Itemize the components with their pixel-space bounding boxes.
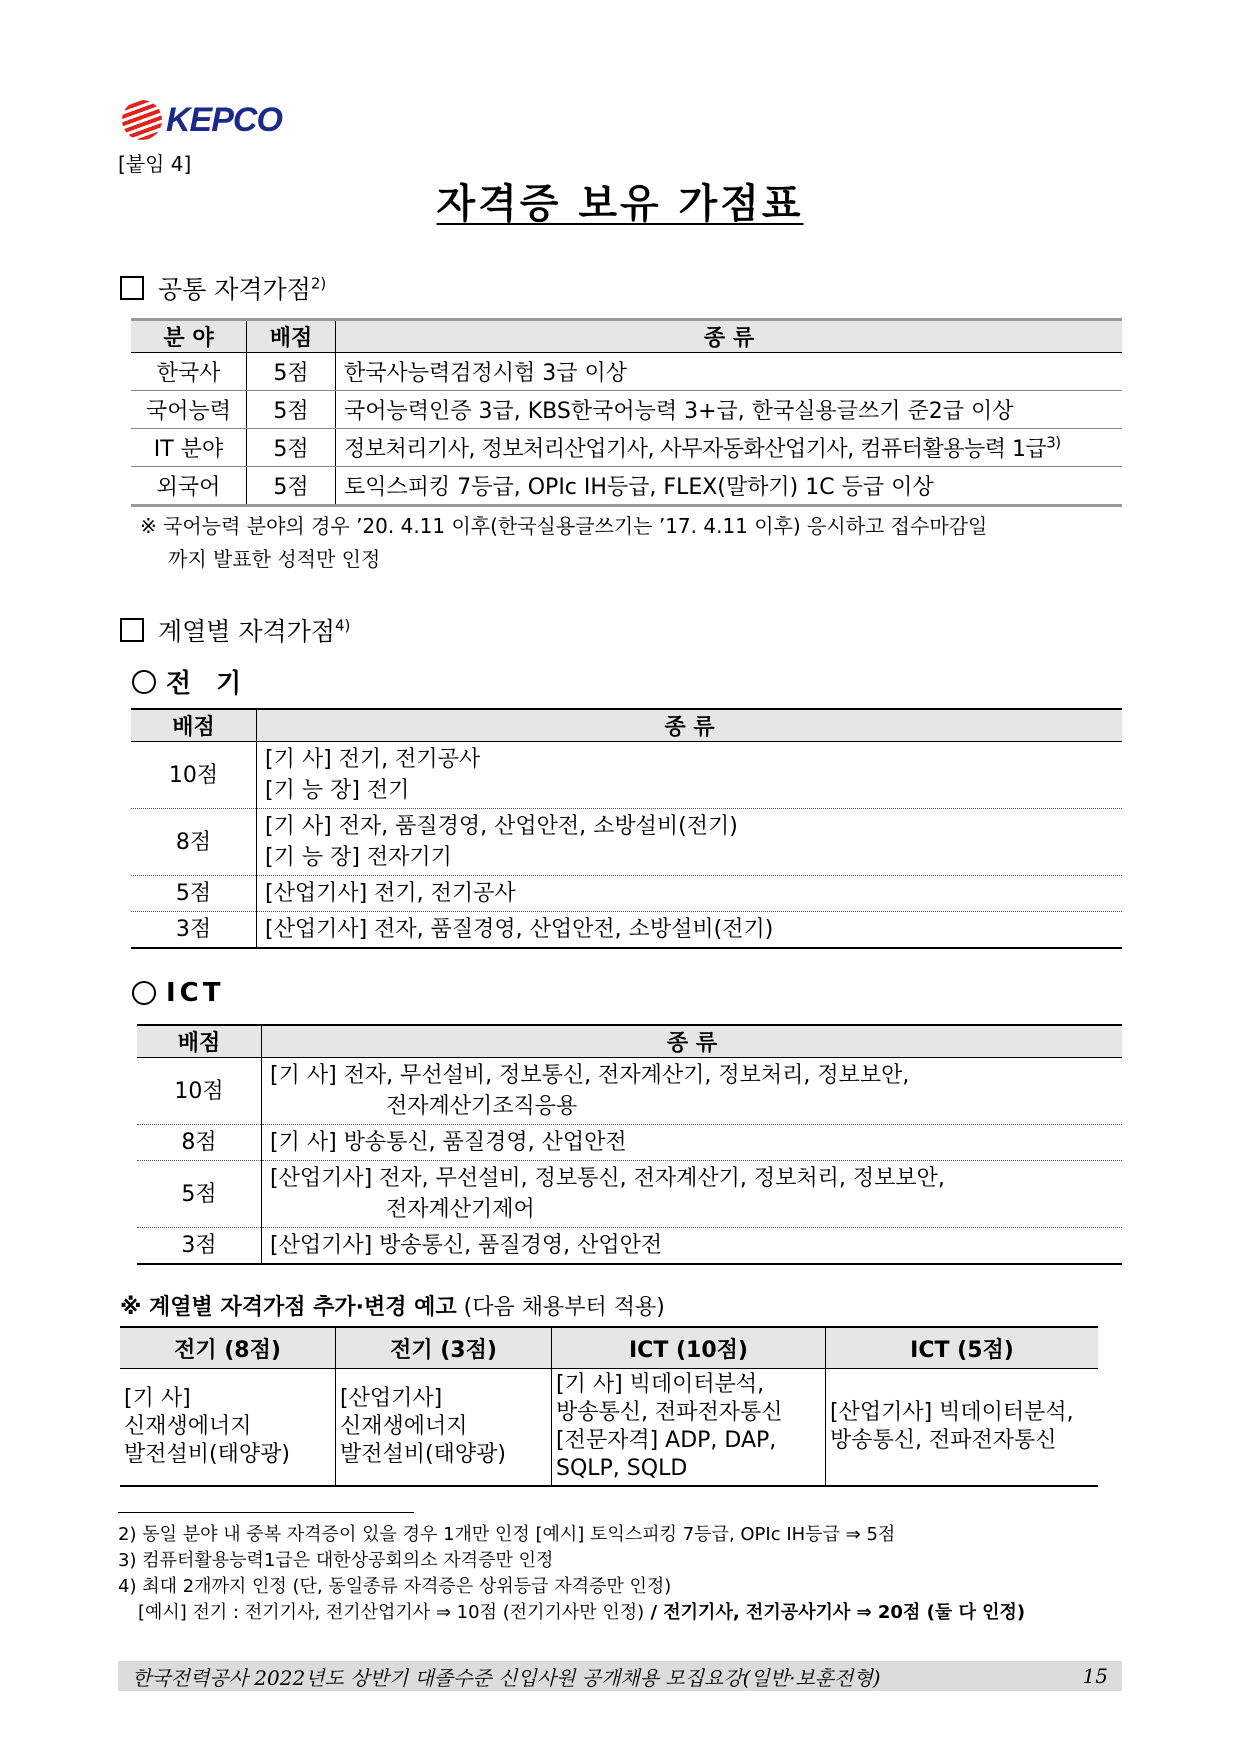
table-row: 5점 [산업기사] 전자, 무선설비, 정보통신, 전자계산기, 정보처리, 정보보안, 전자계산기제어 [137,1161,1122,1228]
table-row: 8점 [기 사] 방송통신, 품질경영, 산업안전 [137,1125,1122,1161]
logo-text: KEPCO [166,100,282,139]
page-number: 15 [1082,1664,1108,1688]
table-row: 10점 [기 사] 전기, 전기공사 [기 능 장] 전기 [131,742,1122,809]
series-section-heading: 계열별 자격가점$^{4)}$ [120,612,350,648]
attachment-label: [붙임 4] [118,152,192,176]
kepco-logo [122,100,282,140]
table-row: 외국어 5점 토익스피킹 7등급, OPIc IH등급, FLEX(말하기) 1C 등급 이상 [131,467,1122,506]
table-row: 10점 [기 사] 전자, 무선설비, 정보통신, 전자계산기, 정보처리, 정보보안, 전자계산기조직응용 [137,1058,1122,1125]
header-field: 분 야 [131,320,247,353]
page-title: 자격증 보유 가점표 [436,181,804,227]
logo-emblem-icon [122,100,162,140]
table-row: 5점 [산업기사] 전기, 전기공사 [131,876,1122,912]
table-row: 3점 [산업기사] 전자, 품질경영, 산업안전, 소방설비(전기) [131,912,1122,949]
table-row: 3점 [산업기사] 방송통신, 품질경영, 산업안전 [137,1228,1122,1265]
electric-subheading: 전 기 [132,663,249,700]
table-row: IT 분야 5점 정보처리기사, 정보처리산업기사, 사무자동화산업기사, 컴퓨터활용능력 1급$^{3)}$ [131,429,1122,467]
ict-subheading: ICT [132,978,225,1008]
page-footer: 한국전력공사 2022년도 상반기 대졸수준 신입사원 공개채용 모집요강(일반·보훈전형) 15 [118,1661,1122,1691]
common-note: ※ 국어능력 분야의 경우 ’20. 4.11 이후(한국실용글쓰기는 ’17. 4.11 이후) 응시하고 접수마감일 까지 발표한 성적만 인정 [140,514,988,571]
footnote-divider [118,1512,414,1513]
ict-table: 배점 종 류 10점 [기 사] 전자, 무선설비, 정보통신, 전자계산기, 정보처리, 정보보안, 전자계산기조직응용 8점 [기 사] 방송통신, 품질경영, 산업안전 5점 [산업기사] 전자, 무선설비, 정보통신, 전자계산기, 정보처리, 정보보안, 전자계산기제어 3점 [산업기사] 방송통신, 품질경영, 산업안전 [137,1024,1122,1265]
table-row: 한국사 5점 한국사능력검정시험 3급 이상 [131,353,1122,391]
common-section-heading: 공통 자격가점$^{2)}$ [120,270,326,306]
footnotes: 2) 동일 분야 내 중복 자격증이 있을 경우 1개만 인정 [예시] 토익스피킹 7등급, OPIc IH등급 ⇒ 5점 3) 컴퓨터활용능력1급은 대한상공회의소 자격증만 인정 4) 최대 2개까지 인정 (단, 동일종류 자격증은 상위등급 자격증만 인정) [예시] 전기 : 전기기사, 전기산업기사 ⇒ 10점 (전기기사만 인정) / 전기기사, 전기공사기사 ⇒ 20점 (둘 다 인정) [118,1524,1026,1623]
checkbox-square-icon [120,276,144,300]
notice-table: 전기 (8점) 전기 (3점) ICT (10점) ICT (5점) [기 사] 신재생에너지 발전설비(태양광) [산업기사] 신재생에너지 발전설비(태양광) [기 사] 빅데이터분석, 방송통신, 전파전자통신 [전문자격] ADP, DAP, SQLP, SQLD [산업기사] 빅데이터분석, 방송통신, 전파전자통신 [120,1326,1098,1487]
header-score: 배점 [247,320,336,353]
circle-bullet-icon [132,670,156,694]
circle-bullet-icon [132,981,156,1005]
notice-heading: ※ 계열별 자격가점 추가·변경 예고 (다음 채용부터 적용) [120,1295,665,1320]
table-row: 8점 [기 사] 전자, 품질경영, 산업안전, 소방설비(전기) [기 능 장] 전자기기 [131,809,1122,876]
checkbox-square-icon [120,618,144,642]
common-table [131,318,1122,507]
table-row: [기 사] 신재생에너지 발전설비(태양광) [산업기사] 신재생에너지 발전설비(태양광) [기 사] 빅데이터분석, 방송통신, 전파전자통신 [전문자격] ADP, DAP, SQLP, SQLD [산업기사] 빅데이터분석, 방송통신, 전파전자통신 [120,1369,1098,1487]
table-row: 국어능력 5점 국어능력인증 3급, KBS한국어능력 3+급, 한국실용글쓰기 준2급 이상 [131,391,1122,429]
header-types: 종 류 [336,320,1123,353]
electric-table: 배점 종 류 10점 [기 사] 전기, 전기공사 [기 능 장] 전기 8점 [기 사] 전자, 품질경영, 산업안전, 소방설비(전기) [기 능 장] 전자기기 5점 [산업기사] 전기, 전기공사 3점 [산업기사] 전자, 품질경영, 산업안전, 소방설비(전기) [131,708,1122,949]
